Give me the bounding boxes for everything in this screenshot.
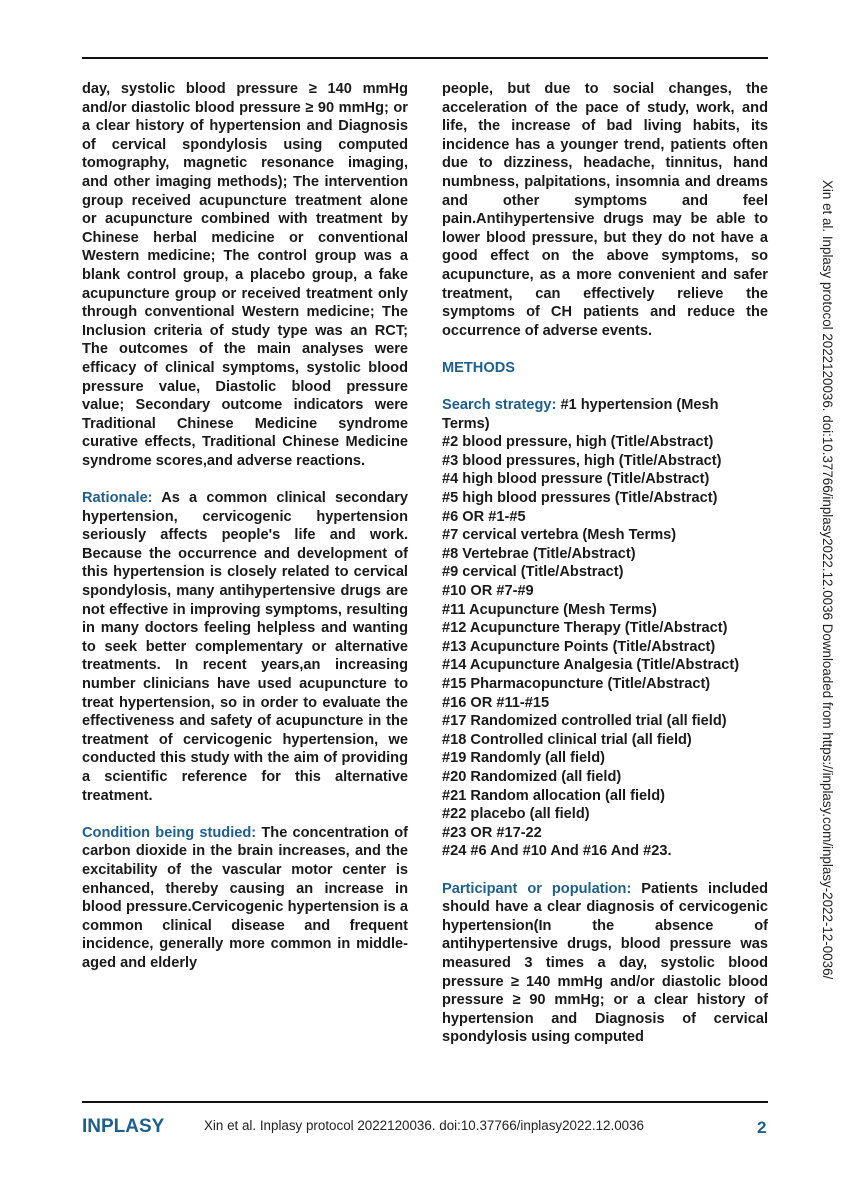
- condition-label: Condition being studied:: [82, 824, 257, 841]
- search-line: #23 OR #17-22: [442, 824, 542, 841]
- page-number: 2: [757, 1118, 767, 1137]
- footer-citation: Xin et al. Inplasy protocol 2022120036. doi:10.37766/inplasy2022.12.0036: [204, 1118, 645, 1133]
- side-download-notice: Xin et al. Inplasy protocol 2022120036. doi:10.37766/inplasy2022.12.0036 Downloaded from https://inplasy.com/inplasy-2022-12-0036/: [820, 180, 835, 980]
- search-line: #20 Randomized (all field): [442, 768, 622, 785]
- header-rule: [82, 57, 768, 59]
- search-line: #15 Pharmacopuncture (Title/Abstract): [442, 676, 711, 692]
- participant-paragraph: [442, 880, 768, 1047]
- search-line: #14 Acupuncture Analgesia (Title/Abstract): [442, 657, 740, 674]
- search-line: #4 high blood pressure (Title/Abstract): [442, 471, 710, 488]
- rationale-label: Rationale:: [82, 490, 153, 507]
- participant-label: Participant or population:: [442, 880, 632, 897]
- search-line: #8 Vertebrae (Title/Abstract): [442, 545, 636, 562]
- condition-paragraph: [82, 824, 408, 973]
- search-line: #6 OR #1-#5: [442, 508, 526, 525]
- search-line: #7 cervical vertebra (Mesh Terms): [442, 527, 677, 544]
- search-line: #21 Random allocation (all field): [442, 787, 666, 804]
- continued-paragraph: people, but due to social changes, the acceleration of the pace of study, work, and life, the increase of bad living habits, its incidence has a younger trend, patients often due to dizziness, headache, tinnitus, hand numbness, palpitations, insomnia and dreams and other symptoms and feel pain.Antihypertensive drugs may be able to lower blood pressure, but they do not have a good effect on the above symptoms, so acupuncture, as a more convenient and safer treatment, can effectively relieve the symptoms of CH patients and reduce the occurrence of adverse events.: [442, 81, 768, 339]
- search-lines: [442, 433, 768, 861]
- search-line: #18 Controlled clinical trial (all field): [442, 731, 692, 748]
- footer-brand: INPLASY: [82, 1116, 165, 1137]
- search-line: #3 blood pressures, high (Title/Abstract): [442, 452, 722, 469]
- footer-rule: [82, 1101, 768, 1103]
- search-line: #2 blood pressure, high (Title/Abstract): [442, 434, 714, 451]
- rationale-paragraph: [82, 489, 408, 805]
- search-line: #11 Acupuncture (Mesh Terms): [442, 601, 657, 618]
- right-column: [442, 80, 768, 1065]
- search-line: #13 Acupuncture Points (Title/Abstract): [442, 638, 716, 655]
- methods-heading: METHODS: [442, 359, 515, 376]
- search-line: #5 high blood pressures (Title/Abstract): [442, 490, 718, 507]
- search-line: #16 OR #11-#15: [442, 694, 550, 711]
- search-line: #24 #6 And #10 And #16 And #23.: [442, 843, 672, 860]
- participant-text: Patients included should have a clear diagnosis of cervicogenic hypertension(In the absence of antihypertensive drugs, blood pressure was measured 3 times a day, systolic blood pressure ≥ 140 mmHg and/or diastolic blood pressure ≥ 90 mmHg; or a clear history of hypertension and Diagnosis of cervical spondylosis using computed: [442, 880, 769, 1046]
- search-strategy-label: Search strategy:: [442, 397, 557, 414]
- search-line: #12 Acupuncture Therapy (Title/Abstract): [442, 620, 728, 637]
- search-line: #9 cervical (Title/Abstract): [442, 564, 624, 581]
- search-line: #17 Randomized controlled trial (all field): [442, 713, 727, 730]
- search-strategy: [442, 396, 768, 861]
- search-line: #10 OR #7-#9: [442, 583, 534, 600]
- condition-text: The concentration of carbon dioxide in the brain increases, and the excitability of the vascular motor center is enhanced, thereby causing an increase in blood pressure.Cervicogenic hypertension is a common clinical disease and frequent incidence, generally more common in middle-aged and elderly: [82, 824, 408, 971]
- search-line: #22 placebo (all field): [442, 806, 590, 823]
- search-line: #19 Randomly (all field): [442, 750, 606, 767]
- intro-paragraph: day, systolic blood pressure ≥ 140 mmHg and/or diastolic blood pressure ≥ 90 mmHg; or a clear history of hypertension and Diagnosis of cervical spondylosis using computed tomography, magnetic resonance imaging, and other imaging methods); The intervention group received acupuncture treatment alone or acupuncture combined with treatment by Chinese herbal medicine or conventional Western medicine; The control group was a blank control group, a placebo group, a fake acupuncture group or received treatment only through conventional Western medicine; The Inclusion criteria of study type was an RCT; The outcomes of the main analyses were efficacy of clinical symptoms, systolic blood pressure value, Diastolic blood pressure value; Secondary outcome indicators were Traditional Chinese Medicine syndrome curative effects, Traditional Chinese Medicine syndrome scores,and adverse reactions.: [82, 81, 408, 469]
- left-column: [82, 80, 408, 991]
- search-first-line: #1 hypertension (Mesh Terms): [442, 397, 719, 432]
- rationale-text: As a common clinical secondary hypertension, cervicogenic hypertension seriously affects people's life and work. Because the occurrence and development of this hypertension is closely related to cervical spondylosis, many antihypertensive drugs are not effective in improving symptoms, resulting in many doctors feeling helpless and wanting to seek better complementary or alternative treatments. In recent years,an increasing number clinicians have used acupuncture to treat hypertension, so in order to evaluate the effectiveness and safety of acupuncture in the treatment of cervicogenic hypertension, we conducted this study with the aim of providing a scientific reference for this alternative treatment.: [82, 490, 409, 804]
